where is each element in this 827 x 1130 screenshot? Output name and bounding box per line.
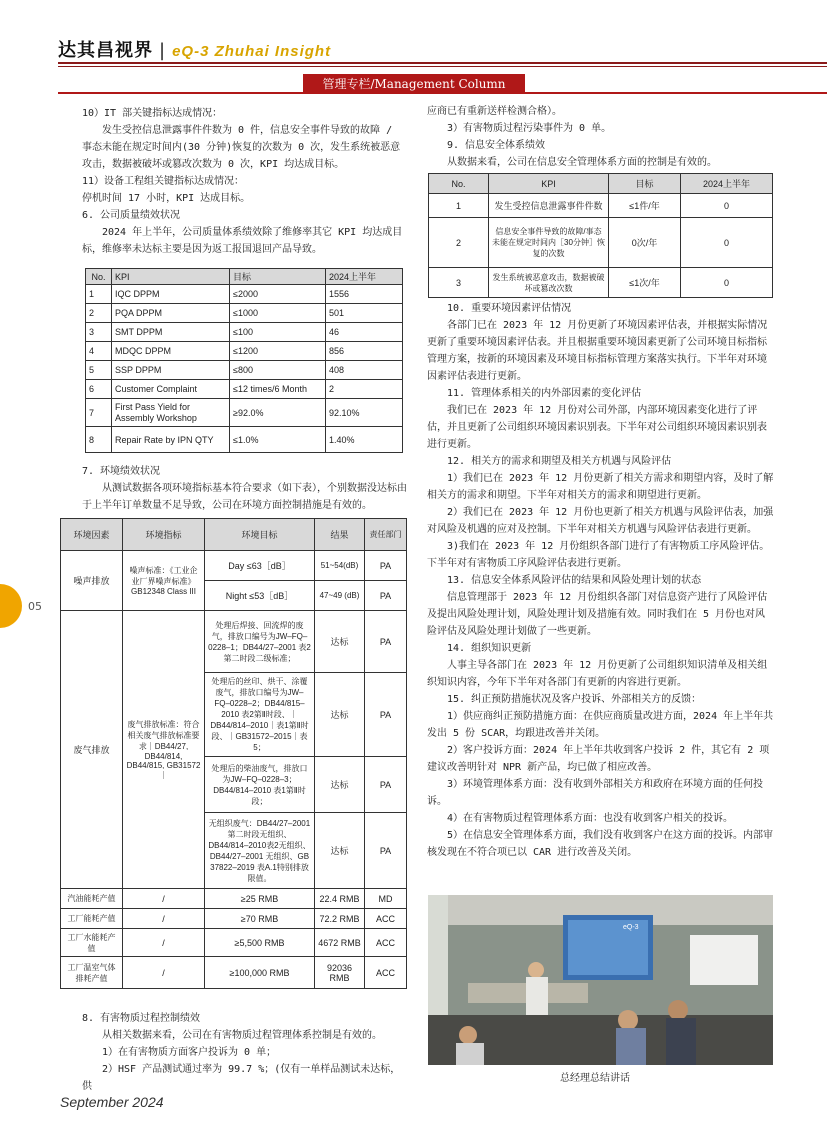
table-cell: 2 xyxy=(86,304,112,323)
table-cell: PA xyxy=(365,581,407,611)
section-heading: 11. 管理体系相关的内外部因素的变化评估 xyxy=(447,388,642,399)
table-cell: 处理后焊接、回流焊的废气，排放口编号为JW–FQ–0228–1；DB44/27–2001 表2第二时段二级标准； xyxy=(205,611,315,673)
table-cell: 0次/年 xyxy=(609,218,681,268)
paragraph: 人事主导各部门在 2023 年 12 月份更新了公司组织知识清单及相关组织知识内容，今年下半年对各部门有更新的内容进行更新。 xyxy=(427,660,768,688)
table-cell: ≥5,500 RMB xyxy=(205,929,315,957)
right-text-top xyxy=(427,103,775,171)
table-row xyxy=(86,304,403,323)
magazine-title-cn: 达其昌视界 xyxy=(58,40,153,61)
table-cell: / xyxy=(123,957,205,989)
section-heading: 15. 纠正预防措施状况及客户投诉、外部相关方的反馈： xyxy=(447,694,702,705)
page-number-dot xyxy=(0,584,22,628)
table-header: 目标 xyxy=(230,269,326,285)
table-cell: ≤800 xyxy=(230,361,326,380)
table-cell: Day ≤63［dB］ xyxy=(205,551,315,581)
table-cell: Repair Rate by IPN QTY xyxy=(112,427,230,453)
table-cell: 72.2 RMB xyxy=(315,909,365,929)
section-heading: 14. 组织知识更新 xyxy=(447,643,532,654)
table-cell: ≤1000 xyxy=(230,304,326,323)
section-heading: 9. 信息安全体系绩效 xyxy=(447,140,546,151)
table-cell: 达标 xyxy=(315,813,365,889)
table-row xyxy=(86,399,403,427)
paragraph: 1）我们已在 2023 年 12 月份更新了相关方需求和期望内容，及时了解相关方的需求和期望。下半年对相关方的需求和期望进行更新。 xyxy=(427,473,774,501)
table-cell: ≥100,000 RMB xyxy=(205,957,315,989)
table-cell: Night ≤53［dB］ xyxy=(205,581,315,611)
right-text-body xyxy=(427,300,775,861)
table-cell: 7 xyxy=(86,399,112,427)
table-cell: ≤100 xyxy=(230,323,326,342)
table-row xyxy=(61,957,407,989)
table-cell: 8 xyxy=(86,427,112,453)
paragraph: 从测试数据各项环境指标基本符合要求（如下表），个别数据没达标由于上半年订单数量不足导致，公司在环境方面控制措施是有效的。 xyxy=(82,483,407,511)
table-cell: 6 xyxy=(86,380,112,399)
table-cell: 达标 xyxy=(315,611,365,673)
table-cell: ACC xyxy=(365,957,407,989)
table-row xyxy=(61,551,407,581)
meeting-photo-illustration xyxy=(428,895,773,1065)
table-header: No. xyxy=(429,174,489,194)
table-cell: PA xyxy=(365,673,407,757)
table-row xyxy=(429,194,773,218)
table-cell: 1 xyxy=(86,285,112,304)
paragraph: 从相关数据来看，公司在有害物质过程管理体系控制是有效的。 xyxy=(102,1030,382,1041)
table-cell: 856 xyxy=(326,342,403,361)
table-cell: 2 xyxy=(429,218,489,268)
table-header: No. xyxy=(86,269,112,285)
table-cell: ≥92.0% xyxy=(230,399,326,427)
table-cell: 1.40% xyxy=(326,427,403,453)
table-cell: 发生受控信息泄露事件件数 xyxy=(489,194,609,218)
table-cell: MDQC DPPM xyxy=(112,342,230,361)
table-cell: 信息安全事件导致的故障/事态未能在规定时间内［30分钟］恢复的次数 xyxy=(489,218,609,268)
table-cell: IQC DPPM xyxy=(112,285,230,304)
section-heading: 10. 重要环境因素评估情况 xyxy=(447,303,572,314)
table-cell: Customer Complaint xyxy=(112,380,230,399)
paragraph: 2）客户投诉方面：2024 年上半年共收到客户投诉 2 件，其它有 2 项建议改善明针对 NPR 新产品，均已做了相应改善。 xyxy=(427,745,770,773)
table-cell: ≥25 RMB xyxy=(205,889,315,909)
table-cell: SSP DPPM xyxy=(112,361,230,380)
table-cell: 工厂温室气体排耗产值 xyxy=(61,957,123,989)
table-cell: / xyxy=(123,929,205,957)
paragraph: 应商已有重新送样检测合格）。 xyxy=(427,106,562,117)
table-cell: 92036 RMB xyxy=(315,957,365,989)
meeting-photo xyxy=(428,895,773,1065)
environment-table xyxy=(60,518,407,989)
table-cell: 处理后的丝印、烘干、涂覆废气，排放口编号为JW–FQ–0228–2；DB44/815–2010 表2第Ⅱ时段、｜DB44/814–2010｜表1第Ⅱ时段、｜GB31572–2015｜表5； xyxy=(205,673,315,757)
paragraph: 各部门已在 2023 年 12 月份更新了环境因素评估表，并根据实际情况更新了重要环境因素评估表。并且根据重要环境因素更新了公司环境目标指标管理方案，按新的环境因素及环境目标指标管理方案落实执行。下半年对环境因素评估表进行更新。 xyxy=(427,320,768,382)
table-cell: 噪声标准：《工业企业厂界噪声标准》GB12348 Class III xyxy=(123,551,205,611)
table-header: 结果 xyxy=(315,519,365,551)
table-cell: 工厂能耗产值 xyxy=(61,909,123,929)
table-cell: 408 xyxy=(326,361,403,380)
table-cell: 废气排放 xyxy=(61,611,123,889)
page-number: 05 xyxy=(28,600,42,613)
table-cell: 1 xyxy=(429,194,489,218)
paragraph: 2）我们已在 2023 年 12 月份也更新了相关方机遇与风险评估表，加强对风险及机遇的应对及控制。下半年对相关方机遇与风险评估表进行更新。 xyxy=(427,507,774,535)
table-cell: First Pass Yield for Assembly Workshop xyxy=(112,399,230,427)
table-cell: PA xyxy=(365,813,407,889)
table-cell: ≤1次/年 xyxy=(609,268,681,298)
title-separator: | xyxy=(159,40,167,61)
table-cell: 92.10% xyxy=(326,399,403,427)
magazine-header xyxy=(58,36,331,62)
left-text-top xyxy=(82,105,408,258)
table-cell: ≤2000 xyxy=(230,285,326,304)
table-cell: ≤1件/年 xyxy=(609,194,681,218)
table-cell: PA xyxy=(365,551,407,581)
table-cell: PQA DPPM xyxy=(112,304,230,323)
table-header: 责任部门 xyxy=(365,519,407,551)
section-heading: 12. 相关方的需求和期望及相关方机遇与风险评估 xyxy=(447,456,672,467)
paragraph: 1）在有害物质方面客户投诉为 0 单； xyxy=(102,1047,277,1058)
table-row xyxy=(86,427,403,453)
table-cell: MD xyxy=(365,889,407,909)
table-cell: ≤12 times/6 Month xyxy=(230,380,326,399)
table-cell: 汽油能耗产值 xyxy=(61,889,123,909)
table-cell: / xyxy=(123,889,205,909)
table-header: 2024上半年 xyxy=(326,269,403,285)
table-cell: 无组织废气：DB44/27–2001 第二时段无组织、DB44/814–2010表2无组织、DB44/27–2001 无组织、GB 37822–2019 表A.1特别排放限值。 xyxy=(205,813,315,889)
table-cell: 工厂水能耗产值 xyxy=(61,929,123,957)
paragraph: 5）在信息安全管理体系方面，我们没有收到客户在这方面的投诉。内部审核发现在不符合项已以 CAR 进行改善及关闭。 xyxy=(427,830,774,858)
table-cell: 噪声排放 xyxy=(61,551,123,611)
table-cell: 废气排放标准：符合相关废气排放标准要求｜DB44/27, DB44/814, DB44/815, GB31572｜ xyxy=(123,611,205,889)
table-row xyxy=(429,218,773,268)
table-header: 2024上半年 xyxy=(681,174,773,194)
paragraph: 停机时间 17 小时，KPI 达成目标。 xyxy=(82,193,251,204)
table-row xyxy=(429,268,773,298)
table-cell: ≤1200 xyxy=(230,342,326,361)
paragraph: 2024 年上半年，公司质量体系绩效除了维修率其它 KPI 均达成目标，维修率未达标主要是因为返工报国退回产品导致。 xyxy=(82,227,403,255)
table-cell: ≤1.0% xyxy=(230,427,326,453)
table-cell: 501 xyxy=(326,304,403,323)
table-row xyxy=(61,909,407,929)
table-header: 环境指标 xyxy=(123,519,205,551)
left-text-env xyxy=(82,463,408,514)
table-cell: 发生系统被恶意攻击，数据被破坏或篡改次数 xyxy=(489,268,609,298)
table-cell: 1556 xyxy=(326,285,403,304)
photo-caption: 总经理总结讲话 xyxy=(560,1073,630,1084)
table-cell: PA xyxy=(365,757,407,813)
paragraph: 2）HSF 产品测试通过率为 99.7 %；(仅有一单样品测试未达标，供 xyxy=(82,1064,401,1092)
left-text-bottom xyxy=(82,1010,408,1095)
paragraph: 我们已在 2023 年 12 月份对公司外部，内部环境因素变化进行了评估，并且更新了公司组织环境因素识别表。下半年对公司组织环境因素识别表进行更新。 xyxy=(427,405,767,450)
table-cell: 0 xyxy=(681,268,773,298)
table-cell: 47~49 (dB) xyxy=(315,581,365,611)
section-heading: 7. 环境绩效状况 xyxy=(82,466,161,477)
table-row xyxy=(86,285,403,304)
table-cell: ACC xyxy=(365,909,407,929)
section-heading: 6. 公司质量绩效状况 xyxy=(82,210,181,221)
table-cell: 达标 xyxy=(315,673,365,757)
table-cell: 4 xyxy=(86,342,112,361)
table-header: KPI xyxy=(489,174,609,194)
magazine-title-en: eQ-3 Zhuhai Insight xyxy=(172,43,332,60)
svg-text:eQ-3: eQ-3 xyxy=(623,924,639,931)
table-row xyxy=(61,611,407,673)
header-rule-thin xyxy=(58,66,827,67)
paragraph: 10）IT 部关键指标达成情况： xyxy=(82,108,223,119)
quality-kpi-table xyxy=(85,268,403,453)
header-rule xyxy=(58,62,827,64)
paragraph: 11）设备工程组关键指标达成情况： xyxy=(82,176,245,187)
infosec-kpi-table xyxy=(428,173,773,298)
table-row xyxy=(61,929,407,957)
column-tag: 管理专栏/Management Column xyxy=(303,74,525,94)
table-header: 目标 xyxy=(609,174,681,194)
table-cell: SMT DPPM xyxy=(112,323,230,342)
section-heading: 8. 有害物质过程控制绩效 xyxy=(82,1013,201,1024)
table-cell: 0 xyxy=(681,218,773,268)
paragraph: 4）在有害物质过程管理体系方面：也没有收到客户相关的投诉。 xyxy=(447,813,734,824)
paragraph: 1）供应商纠正预防措施方面：在供应商质量改进方面，2024 年上半年共发出 5 份 SCAR，均跟进改善并关闭。 xyxy=(427,711,774,739)
table-header: 环境因素 xyxy=(61,519,123,551)
table-cell: 22.4 RMB xyxy=(315,889,365,909)
table-row xyxy=(86,380,403,399)
table-cell: 46 xyxy=(326,323,403,342)
table-cell: 达标 xyxy=(315,757,365,813)
paragraph: 3)我们在 2023 年 12 月份组织各部门进行了有害物质工序风险评估。下半年对有害物质工序风险评估表进行更新。 xyxy=(427,541,770,569)
table-cell: 4672 RMB xyxy=(315,929,365,957)
paragraph: 信息管理部于 2023 年 12 月份组织各部门对信息资产进行了风险评估及提出风险处理计划，风险处理计划及措施有效。同时我们在 5 月份也对风险评估及风险处理计划做了一些更新。 xyxy=(427,592,768,637)
table-row xyxy=(86,361,403,380)
table-cell: ≥70 RMB xyxy=(205,909,315,929)
paragraph: 3）有害物质过程污染事件为 0 单。 xyxy=(447,123,612,134)
table-cell: 3 xyxy=(429,268,489,298)
paragraph: 3）环境管理体系方面：没有收到外部相关方和政府在环境方面的任何投诉。 xyxy=(427,779,764,807)
table-cell: 0 xyxy=(681,194,773,218)
table-cell: 处理后的柴油废气，排放口为JW–FQ–0228–3；DB44/814–2010 表1第Ⅱ时段； xyxy=(205,757,315,813)
table-row xyxy=(86,323,403,342)
table-cell: 51~54(dB) xyxy=(315,551,365,581)
paragraph: 从数据来看，公司在信息安全管理体系方面的控制是有效的。 xyxy=(447,157,717,168)
issue-date: September 2024 xyxy=(60,1094,164,1110)
table-header: 环境目标 xyxy=(205,519,315,551)
table-cell: 5 xyxy=(86,361,112,380)
table-row xyxy=(86,342,403,361)
table-cell: 3 xyxy=(86,323,112,342)
table-cell: 2 xyxy=(326,380,403,399)
table-cell: PA xyxy=(365,611,407,673)
table-cell: / xyxy=(123,909,205,929)
paragraph: 发生受控信息泄露事件件数为 0 件，信息安全事件导致的故障 / 事态未能在规定时间内(30 分钟)恢复的次数为 0 次，发生系统被恶意攻击，数据被破坏或篡改次数为 0 次，KPI 均达成目标。 xyxy=(82,125,401,170)
table-row xyxy=(61,889,407,909)
table-header: KPI xyxy=(112,269,230,285)
section-heading: 13. 信息安全体系风险评估的结果和风险处理计划的状态 xyxy=(447,575,702,586)
table-cell: ACC xyxy=(365,929,407,957)
